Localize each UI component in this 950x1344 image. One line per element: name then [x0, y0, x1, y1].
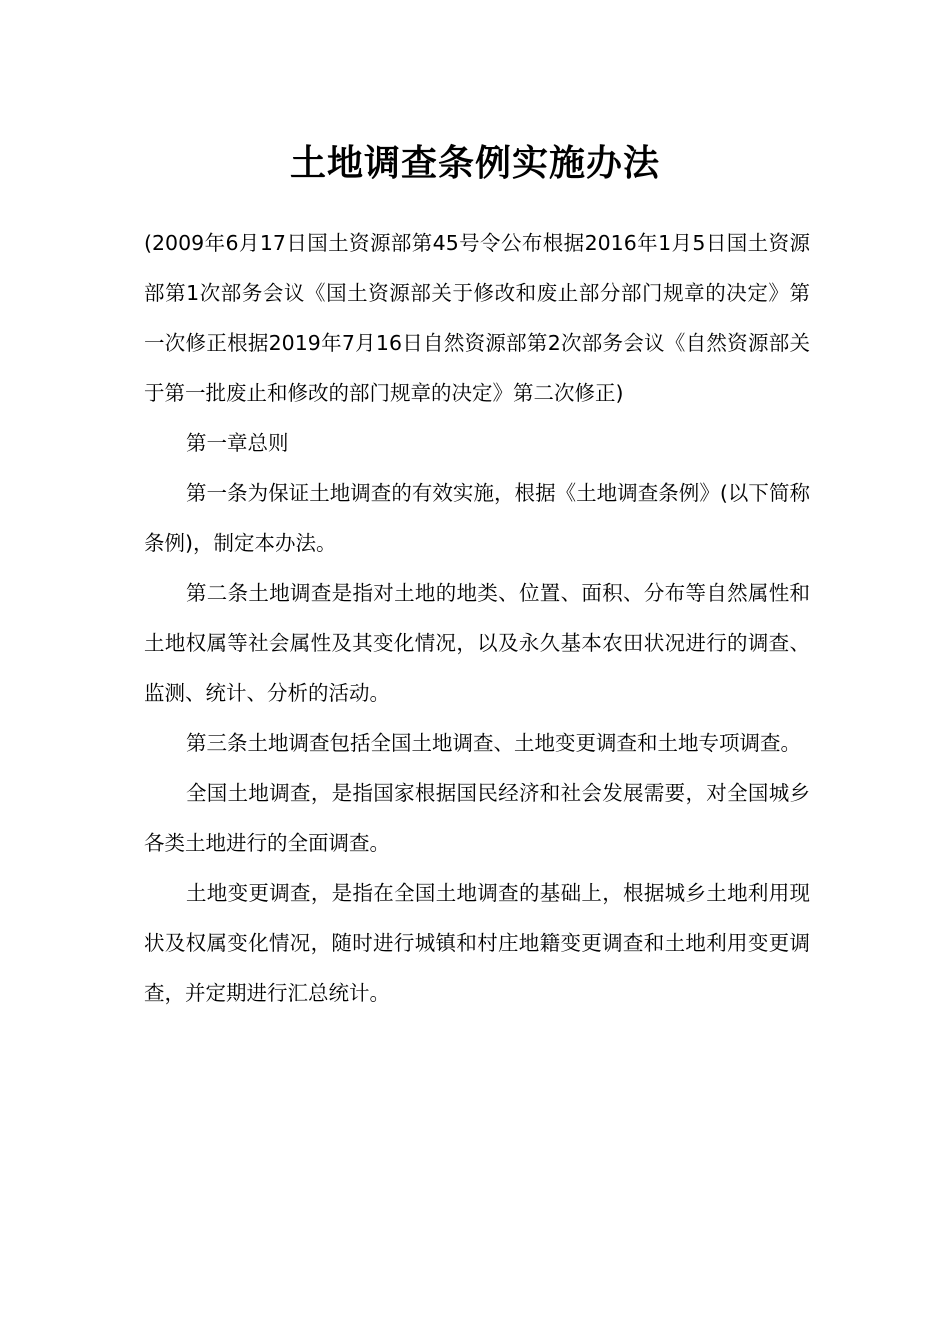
paragraph-amendment-note: (2009年6月17日国土资源部第45号令公布根据2016年1月5日国土资源部第1次部务会议《国土资源部关于修改和废止部分部门规章的决定》第一次修正根据2019年7月16日自然资源部第2次部务会议《自然资源部关于第一批废止和修改的部门规章的决定》第二次修正)	[144, 231, 810, 405]
document-body	[144, 218, 810, 1018]
paragraph-article-2: 第二条土地调查是指对土地的地类、位置、面积、分布等自然属性和土地权属等社会属性及其变化情况，以及永久基本农田状况进行的调查、监测、统计、分析的活动。	[144, 581, 810, 705]
document-title: 土地调查条例实施办法	[289, 143, 660, 184]
paragraph-change-survey-definition: 土地变更调查，是指在全国土地调查的基础上，根据城乡土地利用现状及权属变化情况，随时进行城镇和村庄地籍变更调查和土地利用变更调查，并定期进行汇总统计。	[144, 881, 810, 1005]
paragraph-national-survey-definition: 全国土地调查，是指国家根据国民经济和社会发展需要，对全国城乡各类土地进行的全面调查。	[144, 781, 810, 855]
paragraph-article-1: 第一条为保证土地调查的有效实施，根据《土地调查条例》(以下简称条例)，制定本办法。	[144, 481, 810, 555]
paragraph-chapter-heading: 第一章总则	[186, 431, 289, 455]
paragraph-article-3: 第三条土地调查包括全国土地调查、土地变更调查和土地专项调查。	[186, 731, 801, 755]
